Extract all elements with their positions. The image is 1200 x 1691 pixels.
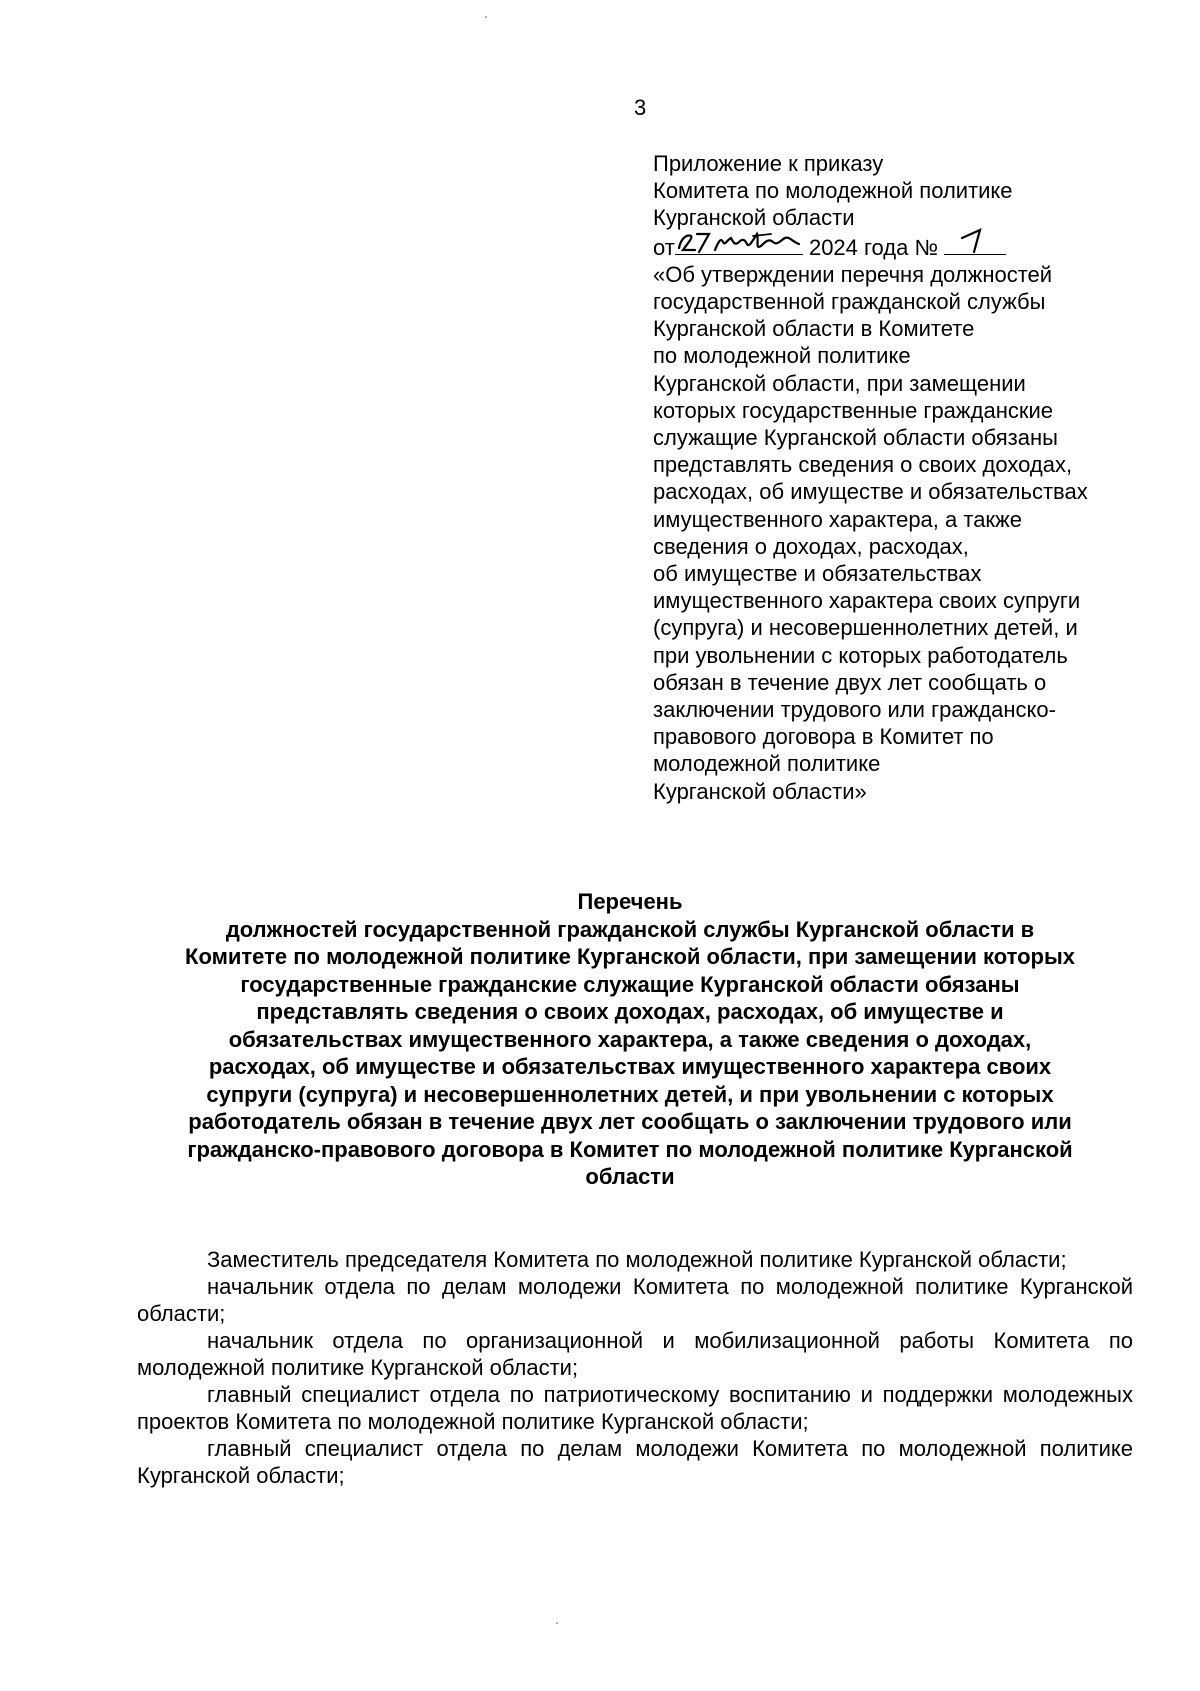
position-item: главный специалист отдела по делам молодежи Комитета по молодежной политике Курганской области; bbox=[137, 1436, 1133, 1488]
appendix-line: имущественного характера, а также bbox=[653, 506, 1023, 532]
appendix-line: (супруга) и несовершеннолетних детей, и bbox=[653, 615, 1078, 641]
appendix-line: «Об утверждении перечня должностей bbox=[653, 261, 1053, 287]
appendix-line: Курганской области, при замещении bbox=[653, 370, 1026, 396]
title-line: должностей государственной гражданской службы Курганской области в bbox=[225, 916, 1035, 942]
appendix-line: Комитета по молодежной политике bbox=[653, 178, 1013, 204]
title-line: обязательствах имущественного характера, а также сведения о доходах, bbox=[228, 1026, 1032, 1052]
appendix-line: государственной гражданской службы bbox=[653, 289, 1046, 315]
title-line: работодатель обязан в течение двух лет сообщать о заключении трудового или bbox=[188, 1109, 1072, 1134]
date-suffix: 2024 года № bbox=[808, 234, 939, 260]
appendix-line: правового договора в Комитет по bbox=[653, 724, 994, 750]
position-item: начальник отдела по организационной и мобилизационной работы Комитета по молодежной политике Курганской области; bbox=[137, 1328, 1133, 1380]
title-line: супруги (супруга) и несовершеннолетних детей, и при увольнении с которых bbox=[206, 1081, 1054, 1107]
title-line: государственные гражданские служащие Курганской области обязаны bbox=[240, 971, 1020, 997]
title-line: области bbox=[585, 1164, 675, 1189]
handwritten-date bbox=[675, 232, 803, 255]
title-line: представлять сведения о своих доходах, расходах, об имуществе и bbox=[256, 999, 1004, 1024]
positions-list bbox=[137, 1246, 1133, 1489]
appendix-line: имущественного характера своих супруги bbox=[653, 588, 1081, 614]
appendix-line: Курганской области в Комитете bbox=[653, 316, 975, 342]
handwritten-order-number bbox=[944, 232, 1006, 255]
handwritten-date-ink bbox=[675, 228, 803, 254]
position-item: главный специалист отдела по патриотическому воспитанию и поддержки молодежных проектов Комитета по молодежной политике Курганской области; bbox=[137, 1382, 1133, 1434]
title-line: расходах, об имуществе и обязательствах имущественного характера своих bbox=[208, 1054, 1052, 1079]
scan-speck bbox=[556, 1622, 558, 1624]
title-line: гражданско-правового договора в Комитет по молодежной политике Курганской bbox=[187, 1136, 1073, 1162]
date-prefix: от bbox=[653, 234, 675, 260]
position-item: начальник отдела по делам молодежи Комитета по молодежной политике Курганской области; bbox=[137, 1274, 1133, 1326]
scan-speck bbox=[485, 16, 487, 18]
appendix-line: Курганской области» bbox=[653, 778, 867, 804]
appendix-line: при увольнении с которых работодатель bbox=[653, 642, 1068, 668]
appendix-line: молодежной политике bbox=[653, 751, 881, 777]
appendix-line: об имуществе и обязательствах bbox=[653, 561, 982, 587]
handwritten-number-ink bbox=[944, 228, 1006, 254]
appendix-line: которых государственные гражданские bbox=[653, 397, 1053, 423]
appendix-line: Курганской области bbox=[653, 205, 855, 231]
appendix-line: обязан в течение двух лет сообщать о bbox=[653, 669, 1047, 695]
position-item: Заместитель председателя Комитета по молодежной политике Курганской области; bbox=[207, 1247, 1067, 1272]
document-title bbox=[130, 888, 1130, 1191]
title-line: Комитете по молодежной политике Курганской области, при замещении которых bbox=[185, 944, 1075, 969]
appendix-header bbox=[653, 150, 1183, 805]
appendix-line: заключении трудового или гражданско- bbox=[653, 697, 1056, 723]
appendix-line: служащие Курганской области обязаны bbox=[653, 425, 1058, 451]
appendix-line: представлять сведения о своих доходах, bbox=[653, 452, 1073, 478]
page-number: 3 bbox=[634, 95, 647, 120]
appendix-line: по молодежной политике bbox=[653, 343, 911, 369]
appendix-line: расходах, об имуществе и обязательствах bbox=[653, 479, 1088, 505]
appendix-line: Приложение к приказу bbox=[653, 151, 884, 176]
order-date-line bbox=[653, 232, 1183, 261]
title-heading: Перечень bbox=[577, 889, 683, 914]
appendix-line: сведения о доходах, расходах, bbox=[653, 533, 969, 559]
